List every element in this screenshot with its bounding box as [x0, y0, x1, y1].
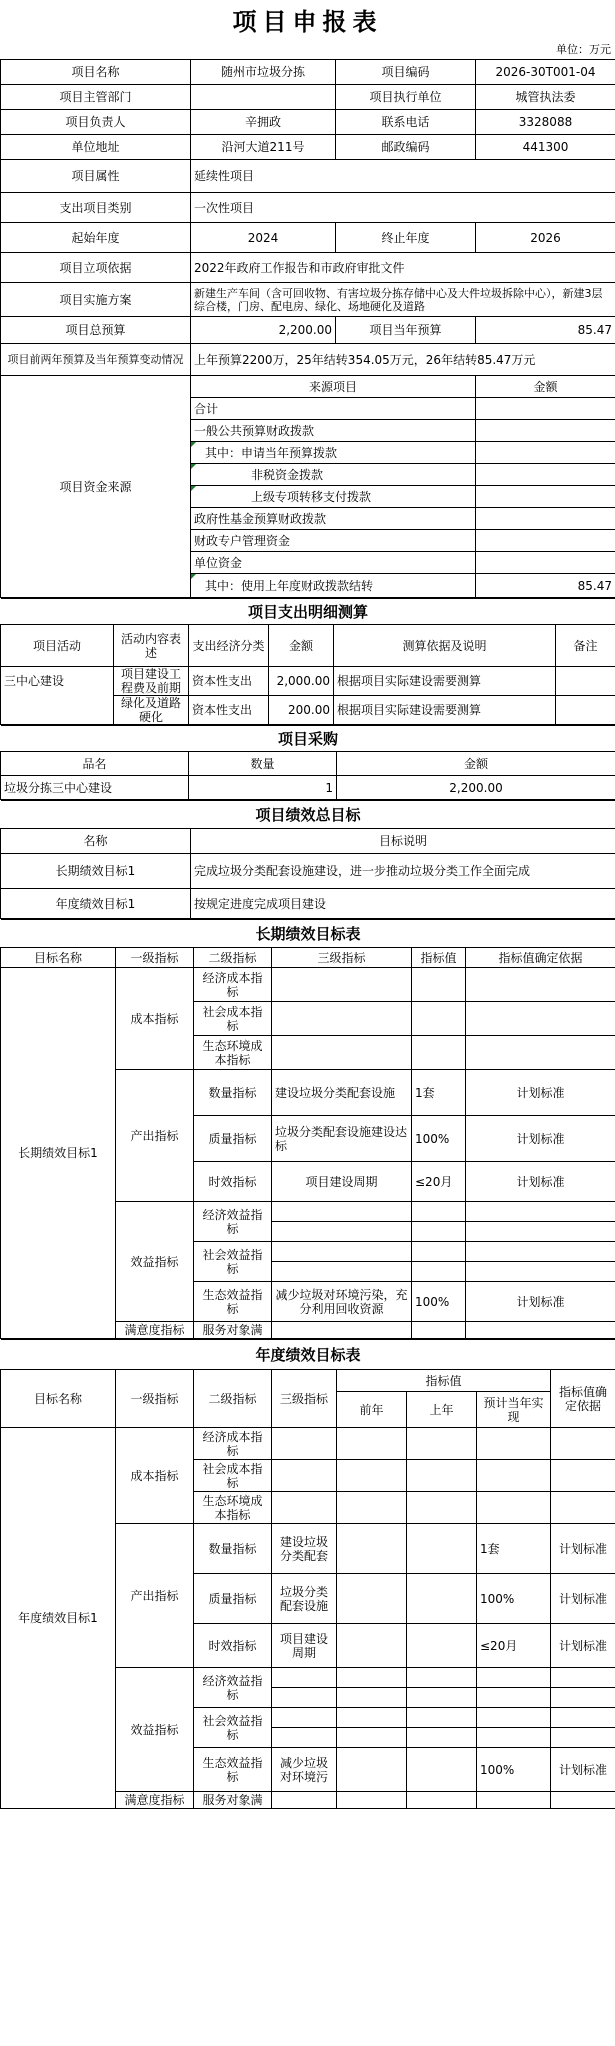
project-name-value: 随州市垃圾分拣 [191, 60, 336, 85]
lt-value [412, 1262, 466, 1282]
funding-item: 上级专项转移支付拨款 [191, 486, 476, 508]
an-l3-text: 减少垃圾对环境污 [279, 1755, 328, 1784]
an-prev1 [407, 1428, 477, 1460]
an-prev2 [337, 1688, 407, 1708]
procurement-header-amount: 金额 [337, 752, 615, 776]
an-current [477, 1688, 551, 1708]
an-basis: 计划标准 [551, 1748, 615, 1792]
table-row [1, 317, 615, 344]
category-value: 一次性项目 [191, 193, 615, 223]
an-basis: 计划标准 [551, 1624, 615, 1668]
lt-basis [466, 1002, 615, 1036]
an-prev1 [407, 1748, 477, 1792]
lt-value: 100% [412, 1282, 466, 1322]
an-l3 [272, 1624, 337, 1668]
lt-value [412, 968, 466, 1002]
budget-change-label: 项目前两年预算及当年预算变动情况 [1, 344, 191, 376]
plan-value: 新建生产车间（含可回收物、有害垃圾分拣存储中心及大件垃圾拆除中心），新建3层综合楼，门房、配电房、绿化、场地硬化及道路 [191, 283, 615, 317]
an-basis [551, 1792, 615, 1809]
detail-basis: 根据项目实际建设需要测算 [334, 667, 556, 696]
an-l2: 时效指标 [194, 1624, 272, 1668]
funding-item: 合计 [191, 398, 476, 420]
an-prev2 [337, 1524, 407, 1574]
procurement-name: 垃圾分拣三中心建设 [1, 776, 189, 800]
an-current: 100% [477, 1748, 551, 1792]
an-l2: 生态环境成本指标 [194, 1492, 272, 1524]
an-prev2 [337, 1624, 407, 1668]
section-title-procurement: 项目采购 [1, 726, 615, 752]
funding-item: 财政专户管理资金 [191, 530, 476, 552]
an-l3 [272, 1668, 337, 1688]
lt-l2: 生态环境成本指标 [194, 1036, 272, 1070]
lt-value: ≤20月 [412, 1162, 466, 1202]
detail-econ: 资本性支出 [189, 667, 269, 696]
detail-header-econ: 支出经济分类 [189, 625, 269, 667]
lt-basis: 计划标准 [466, 1282, 615, 1322]
an-header-l1: 一级指标 [116, 1370, 194, 1428]
lt-basis [466, 1262, 615, 1282]
lt-l2: 服务对象满 [194, 1322, 272, 1339]
lt-l2: 数量指标 [194, 1070, 272, 1116]
table-row [1, 968, 615, 1002]
lt-header-value: 指标值 [412, 948, 466, 968]
an-header-l3: 三级指标 [272, 1370, 337, 1428]
lt-l3 [272, 1242, 412, 1262]
an-prev2 [337, 1428, 407, 1460]
an-prev1 [407, 1728, 477, 1748]
an-basis [551, 1708, 615, 1728]
an-header-basis: 指标值确定依据 [551, 1370, 615, 1428]
an-basis [551, 1428, 615, 1460]
funding-source-label: 项目资金来源 [1, 376, 191, 598]
an-header-target: 目标名称 [1, 1370, 116, 1428]
section-title-annual: 年度绩效目标表 [1, 1340, 615, 1370]
funding-amount [476, 486, 615, 508]
table-row [1, 253, 615, 283]
project-code-label: 项目编码 [336, 60, 476, 85]
an-l3-text: 垃圾分类配套设施 [279, 1584, 328, 1613]
an-l2: 社会效益指标 [194, 1708, 272, 1748]
table-row [1, 193, 615, 223]
funding-col-amount: 金额 [476, 376, 615, 398]
lt-basis [466, 1202, 615, 1222]
lt-l2: 经济成本指标 [194, 968, 272, 1002]
category-label: 支出项目类别 [1, 193, 191, 223]
lt-basis [466, 1242, 615, 1262]
an-prev2 [337, 1748, 407, 1792]
lt-l2: 社会成本指标 [194, 1002, 272, 1036]
table-row [1, 889, 615, 919]
overall-goal-table [0, 800, 615, 919]
an-header-prev1: 上年 [407, 1392, 477, 1428]
lt-basis [466, 1036, 615, 1070]
funding-amount: 85.47 [476, 574, 615, 598]
table-row [1, 223, 615, 253]
overall-goal-desc: 完成垃圾分类配套设施建设，进一步推动垃圾分类工作全面完成 [191, 854, 615, 889]
lt-value [412, 1202, 466, 1222]
lt-header-basis: 指标值确定依据 [466, 948, 615, 968]
detail-header-content: 活动内容表述 [114, 625, 189, 667]
an-prev2 [337, 1792, 407, 1809]
procurement-header-qty: 数量 [189, 752, 337, 776]
funding-amount [476, 420, 615, 442]
an-basis [551, 1728, 615, 1748]
funding-item: 单位资金 [191, 552, 476, 574]
attr-label: 项目属性 [1, 160, 191, 193]
detail-activity: 三中心建设 [1, 667, 114, 725]
unit-label: 单位：万元 [556, 43, 611, 56]
table-row [1, 110, 615, 135]
lt-header-l3: 三级指标 [272, 948, 412, 968]
an-header-l2: 二级指标 [194, 1370, 272, 1428]
an-l1-output: 产出指标 [116, 1524, 194, 1668]
basic-info-table [0, 59, 615, 598]
an-l3 [272, 1792, 337, 1809]
funding-amount [476, 398, 615, 420]
start-year-label: 起始年度 [1, 223, 191, 253]
an-l3-text: 建设垃圾分类配套 [279, 1534, 328, 1563]
section-title-longterm: 长期绩效目标表 [1, 920, 615, 948]
detail-header-note: 备注 [556, 625, 615, 667]
overall-goal-name: 长期绩效目标1 [1, 854, 191, 889]
an-l2: 经济成本指标 [194, 1428, 272, 1460]
funding-item: 非税资金拨款 [191, 464, 476, 486]
section-row [1, 599, 615, 625]
detail-content-text: 绿化及道路硬化 [120, 696, 181, 724]
overall-goal-name: 年度绩效目标1 [1, 889, 191, 919]
an-l3 [272, 1428, 337, 1460]
table-row [1, 376, 615, 398]
an-current [477, 1460, 551, 1492]
total-budget-label: 项目总预算 [1, 317, 191, 344]
an-prev1 [407, 1460, 477, 1492]
leader-value: 辛拥政 [191, 110, 336, 135]
an-l3 [272, 1748, 337, 1792]
table-header-row [1, 752, 615, 776]
an-prev2 [337, 1574, 407, 1624]
lt-l3 [272, 1222, 412, 1242]
overall-header-name: 名称 [1, 829, 191, 854]
procurement-table [0, 725, 615, 800]
an-current [477, 1792, 551, 1809]
an-l1-cost: 成本指标 [116, 1428, 194, 1524]
an-prev1 [407, 1492, 477, 1524]
an-l3 [272, 1708, 337, 1728]
an-l3 [272, 1492, 337, 1524]
lt-value [412, 1036, 466, 1070]
postcode-label: 邮政编码 [336, 135, 476, 160]
an-current [477, 1728, 551, 1748]
lt-l3 [272, 1322, 412, 1339]
total-budget-value: 2,200.00 [191, 317, 336, 344]
an-prev2 [337, 1708, 407, 1728]
an-prev1 [407, 1792, 477, 1809]
lt-basis [466, 1322, 615, 1339]
table-row [1, 283, 615, 317]
table-row [1, 1428, 615, 1460]
an-current: 100% [477, 1574, 551, 1624]
lt-l3: 建设垃圾分类配套设施 [272, 1070, 412, 1116]
table-row [1, 667, 615, 696]
exec-unit-label: 项目执行单位 [336, 85, 476, 110]
section-row [1, 726, 615, 752]
start-year-value: 2024 [191, 223, 336, 253]
postcode-value: 441300 [476, 135, 615, 160]
lt-l3 [272, 1002, 412, 1036]
lt-l3 [272, 1036, 412, 1070]
current-budget-label: 项目当年预算 [336, 317, 476, 344]
an-basis [551, 1668, 615, 1688]
an-l2: 生态效益指标 [194, 1748, 272, 1792]
lt-l1-output: 产出指标 [116, 1070, 194, 1202]
lt-l1-benefit: 效益指标 [116, 1202, 194, 1322]
an-prev1 [407, 1624, 477, 1668]
lt-l2: 经济效益指标 [194, 1202, 272, 1242]
lt-l1-satisfaction: 满意度指标 [116, 1322, 194, 1339]
an-l2: 数量指标 [194, 1524, 272, 1574]
detail-header-amount: 金额 [269, 625, 334, 667]
lt-l3 [272, 968, 412, 1002]
overall-header-desc: 目标说明 [191, 829, 615, 854]
detail-header-basis: 测算依据及说明 [334, 625, 556, 667]
dept-value [191, 85, 336, 110]
table-header-row [1, 625, 615, 667]
plan-label: 项目实施方案 [1, 283, 191, 317]
an-prev2 [337, 1668, 407, 1688]
current-budget-value: 85.47 [476, 317, 615, 344]
lt-l3: 项目建设周期 [272, 1162, 412, 1202]
an-l2: 社会成本指标 [194, 1460, 272, 1492]
table-row [1, 135, 615, 160]
annual-goal-table [0, 1339, 615, 1809]
funding-item: 政府性基金预算财政拨款 [191, 508, 476, 530]
an-current [477, 1492, 551, 1524]
detail-content-text: 项目建设工程费及前期 [120, 667, 181, 695]
table-header-row [1, 829, 615, 854]
detail-note [556, 667, 615, 696]
address-label: 单位地址 [1, 135, 191, 160]
lt-l2: 质量指标 [194, 1116, 272, 1162]
an-l1-satisfaction: 满意度指标 [116, 1792, 194, 1809]
table-row [1, 854, 615, 889]
an-basis: 计划标准 [551, 1574, 615, 1624]
an-prev1 [407, 1668, 477, 1688]
funding-item: 一般公共预算财政拨款 [191, 420, 476, 442]
lt-l2: 生态效益指标 [194, 1282, 272, 1322]
procurement-amount: 2,200.00 [337, 776, 615, 800]
lt-header-l2: 二级指标 [194, 948, 272, 968]
basis-label: 项目立项依据 [1, 253, 191, 283]
an-current: 1套 [477, 1524, 551, 1574]
detail-header-activity: 项目活动 [1, 625, 114, 667]
an-l3 [272, 1524, 337, 1574]
an-l3 [272, 1460, 337, 1492]
an-l2: 质量指标 [194, 1574, 272, 1624]
basis-value: 2022年政府工作报告和市政府审批文件 [191, 253, 615, 283]
lt-basis: 计划标准 [466, 1162, 615, 1202]
funding-amount [476, 464, 615, 486]
funding-amount [476, 508, 615, 530]
an-prev1 [407, 1688, 477, 1708]
lt-l2: 社会效益指标 [194, 1242, 272, 1282]
lt-value [412, 1222, 466, 1242]
an-header-prev2: 前年 [337, 1392, 407, 1428]
detail-note [556, 696, 615, 725]
lt-basis [466, 1222, 615, 1242]
form-title: 项目申报表 [232, 7, 383, 36]
lt-header-l1: 一级指标 [116, 948, 194, 968]
an-l3 [272, 1688, 337, 1708]
an-l3 [272, 1574, 337, 1624]
an-prev2 [337, 1728, 407, 1748]
detail-amount: 200.00 [269, 696, 334, 725]
an-target-name: 年度绩效目标1 [1, 1428, 116, 1809]
an-current: ≤20月 [477, 1624, 551, 1668]
end-year-value: 2026 [476, 223, 615, 253]
an-l1-benefit: 效益指标 [116, 1668, 194, 1792]
an-l3-text: 项目建设周期 [279, 1631, 328, 1660]
an-prev2 [337, 1460, 407, 1492]
an-basis [551, 1688, 615, 1708]
lt-value [412, 1002, 466, 1036]
an-basis [551, 1492, 615, 1524]
lt-l3 [272, 1202, 412, 1222]
expense-detail-table [0, 598, 615, 725]
lt-l3: 垃圾分类配套设施建设达标 [272, 1116, 412, 1162]
leader-label: 项目负责人 [1, 110, 191, 135]
exec-unit-value: 城管执法委 [476, 85, 615, 110]
an-l3 [272, 1728, 337, 1748]
table-row [1, 344, 615, 376]
procurement-header-name: 品名 [1, 752, 189, 776]
lt-value: 100% [412, 1116, 466, 1162]
an-prev1 [407, 1524, 477, 1574]
detail-econ: 资本性支出 [189, 696, 269, 725]
lt-target-name: 长期绩效目标1 [1, 968, 116, 1339]
funding-item: 其中：申请当年预算拨款 [191, 442, 476, 464]
detail-amount: 2,000.00 [269, 667, 334, 696]
project-code-value: 2026-30T001-04 [476, 60, 615, 85]
detail-basis: 根据项目实际建设需要测算 [334, 696, 556, 725]
table-row [1, 60, 615, 85]
section-title-detail: 项目支出明细测算 [1, 599, 615, 625]
lt-value: 1套 [412, 1070, 466, 1116]
section-row [1, 920, 615, 948]
project-name-label: 项目名称 [1, 60, 191, 85]
overall-goal-desc: 按规定进度完成项目建设 [191, 889, 615, 919]
lt-value [412, 1242, 466, 1262]
table-row [1, 776, 615, 800]
lt-l1-cost: 成本指标 [116, 968, 194, 1070]
end-year-label: 终止年度 [336, 223, 476, 253]
funding-col-source: 来源项目 [191, 376, 476, 398]
lt-header-target: 目标名称 [1, 948, 116, 968]
an-header-value: 指标值 [337, 1370, 551, 1392]
an-basis: 计划标准 [551, 1524, 615, 1574]
lt-l3 [272, 1262, 412, 1282]
an-prev1 [407, 1574, 477, 1624]
address-value: 沿河大道211号 [191, 135, 336, 160]
funding-amount [476, 442, 615, 464]
funding-amount [476, 530, 615, 552]
funding-amount [476, 552, 615, 574]
phone-label: 联系电话 [336, 110, 476, 135]
table-row [1, 160, 615, 193]
an-current [477, 1708, 551, 1728]
an-basis [551, 1460, 615, 1492]
lt-basis: 计划标准 [466, 1070, 615, 1116]
funding-item: 其中：使用上年度财政拨款结转 [191, 574, 476, 598]
an-prev1 [407, 1708, 477, 1728]
lt-l3: 减少垃圾对环境污染，充分利用回收资源 [272, 1282, 412, 1322]
section-row [1, 801, 615, 829]
an-header-current: 预计当年实现 [477, 1392, 551, 1428]
section-row [1, 1340, 615, 1370]
detail-content [114, 696, 189, 725]
an-l2: 服务对象满 [194, 1792, 272, 1809]
dept-label: 项目主管部门 [1, 85, 191, 110]
lt-value [412, 1322, 466, 1339]
an-l2: 经济效益指标 [194, 1668, 272, 1708]
procurement-qty: 1 [189, 776, 337, 800]
an-current [477, 1428, 551, 1460]
an-prev2 [337, 1492, 407, 1524]
section-title-overall: 项目绩效总目标 [1, 801, 615, 829]
table-header-row [1, 948, 615, 968]
lt-l2: 时效指标 [194, 1162, 272, 1202]
table-row [1, 85, 615, 110]
an-current [477, 1668, 551, 1688]
detail-content [114, 667, 189, 696]
longterm-goal-table [0, 919, 615, 1339]
budget-change-value: 上年预算2200万，25年结转354.05万元，26年结转85.47万元 [191, 344, 615, 376]
attr-value: 延续性项目 [191, 160, 615, 193]
lt-basis: 计划标准 [466, 1116, 615, 1162]
phone-value: 3328088 [476, 110, 615, 135]
lt-basis [466, 968, 615, 1002]
table-header-row [1, 1370, 615, 1392]
